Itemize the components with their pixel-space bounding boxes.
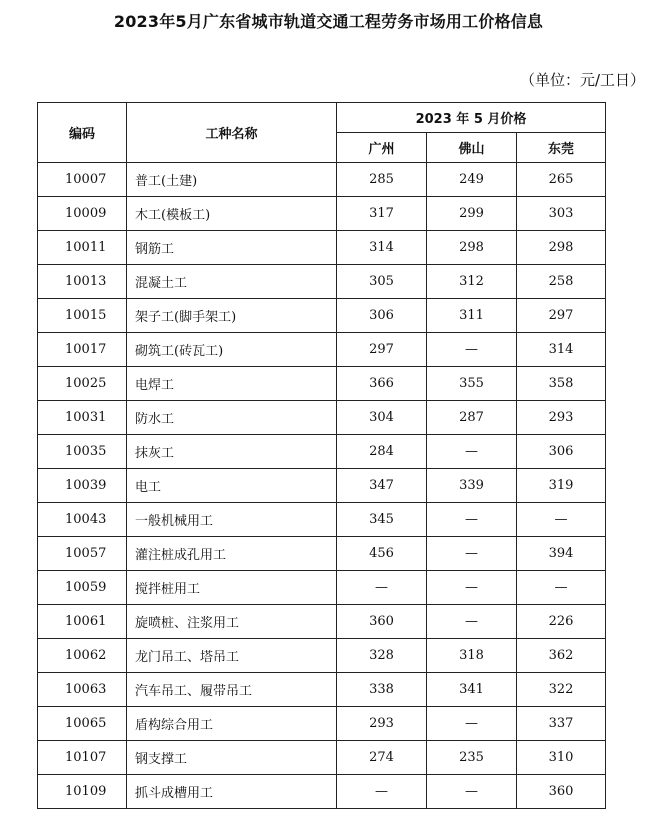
price-guangzhou-cell: 317 [337, 197, 427, 231]
code-cell: 10043 [38, 503, 127, 537]
trade-name-cell: 搅拌桩用工 [127, 571, 337, 605]
table-row [38, 571, 606, 605]
price-guangzhou-cell: 285 [337, 163, 427, 197]
price-foshan-cell: 318 [427, 639, 517, 673]
trade-name-cell: 普工(土建) [127, 163, 337, 197]
price-dongguan-cell: 297 [517, 299, 606, 333]
trade-name-cell: 木工(模板工) [127, 197, 337, 231]
price-guangzhou-cell: 314 [337, 231, 427, 265]
code-cell: 10007 [38, 163, 127, 197]
price-foshan-cell: 299 [427, 197, 517, 231]
page-title: 2023年5月广东省城市轨道交通工程劳务市场用工价格信息 [113, 12, 544, 31]
price-dongguan-cell: 306 [517, 435, 606, 469]
trade-name-cell: 防水工 [127, 401, 337, 435]
price-guangzhou-cell: 347 [337, 469, 427, 503]
table-row [38, 605, 606, 639]
price-guangzhou-cell: 297 [337, 333, 427, 367]
trade-name-cell: 盾构综合用工 [127, 707, 337, 741]
table-row [38, 469, 606, 503]
trade-name-cell: 钢筋工 [127, 231, 337, 265]
price-dongguan-cell: 362 [517, 639, 606, 673]
trade-name-cell: 电焊工 [127, 367, 337, 401]
header-price-group: 2023 年 5 月价格 [337, 103, 606, 133]
price-guangzhou-cell: 366 [337, 367, 427, 401]
price-foshan-cell: — [427, 435, 517, 469]
code-cell: 10062 [38, 639, 127, 673]
price-guangzhou-cell: 345 [337, 503, 427, 537]
price-foshan-cell: — [427, 775, 517, 809]
code-cell: 10057 [38, 537, 127, 571]
table-row [38, 503, 606, 537]
price-foshan-cell: 235 [427, 741, 517, 775]
trade-name-cell: 混凝土工 [127, 265, 337, 299]
price-foshan-cell: 249 [427, 163, 517, 197]
code-cell: 10035 [38, 435, 127, 469]
table-row [38, 367, 606, 401]
price-table [37, 102, 606, 809]
price-guangzhou-cell: 304 [337, 401, 427, 435]
price-foshan-cell: 312 [427, 265, 517, 299]
price-foshan-cell: 311 [427, 299, 517, 333]
code-cell: 10039 [38, 469, 127, 503]
price-guangzhou-cell: 338 [337, 673, 427, 707]
unit-note: （单位：元/工日） [519, 71, 645, 89]
header-name: 工种名称 [127, 103, 337, 163]
price-foshan-cell: — [427, 571, 517, 605]
trade-name-cell: 龙门吊工、塔吊工 [127, 639, 337, 673]
price-foshan-cell: — [427, 503, 517, 537]
code-cell: 10065 [38, 707, 127, 741]
table-row [38, 741, 606, 775]
table-row [38, 673, 606, 707]
price-dongguan-cell: 303 [517, 197, 606, 231]
table-row [38, 163, 606, 197]
price-dongguan-cell: 314 [517, 333, 606, 367]
table-row [38, 231, 606, 265]
price-foshan-cell: 355 [427, 367, 517, 401]
price-guangzhou-cell: 305 [337, 265, 427, 299]
trade-name-cell: 抹灰工 [127, 435, 337, 469]
price-dongguan-cell: 394 [517, 537, 606, 571]
code-cell: 10031 [38, 401, 127, 435]
code-cell: 10017 [38, 333, 127, 367]
table-row [38, 775, 606, 809]
price-foshan-cell: — [427, 537, 517, 571]
code-cell: 10061 [38, 605, 127, 639]
price-dongguan-cell: 337 [517, 707, 606, 741]
trade-name-cell: 钢支撑工 [127, 741, 337, 775]
price-dongguan-cell: — [517, 503, 606, 537]
trade-name-cell: 汽车吊工、履带吊工 [127, 673, 337, 707]
table-row [38, 707, 606, 741]
trade-name-cell: 架子工(脚手架工) [127, 299, 337, 333]
header-city-dongguan: 东莞 [517, 133, 606, 163]
table-row [38, 435, 606, 469]
price-dongguan-cell: 298 [517, 231, 606, 265]
price-foshan-cell: 339 [427, 469, 517, 503]
price-guangzhou-cell: — [337, 775, 427, 809]
price-dongguan-cell: 226 [517, 605, 606, 639]
price-dongguan-cell: 293 [517, 401, 606, 435]
code-cell: 10059 [38, 571, 127, 605]
price-guangzhou-cell: 293 [337, 707, 427, 741]
code-cell: 10025 [38, 367, 127, 401]
table-row [38, 639, 606, 673]
price-foshan-cell: — [427, 707, 517, 741]
price-guangzhou-cell: 360 [337, 605, 427, 639]
price-dongguan-cell: 322 [517, 673, 606, 707]
code-cell: 10009 [38, 197, 127, 231]
price-guangzhou-cell: 456 [337, 537, 427, 571]
code-cell: 10107 [38, 741, 127, 775]
table-row [38, 537, 606, 571]
price-dongguan-cell: 265 [517, 163, 606, 197]
code-cell: 10013 [38, 265, 127, 299]
trade-name-cell: 一般机械用工 [127, 503, 337, 537]
price-dongguan-cell: 360 [517, 775, 606, 809]
code-cell: 10011 [38, 231, 127, 265]
code-cell: 10063 [38, 673, 127, 707]
header-code: 编码 [38, 103, 127, 163]
header-city-guangzhou: 广州 [337, 133, 427, 163]
price-dongguan-cell: 310 [517, 741, 606, 775]
price-foshan-cell: — [427, 333, 517, 367]
price-foshan-cell: 287 [427, 401, 517, 435]
trade-name-cell: 旋喷桩、注浆用工 [127, 605, 337, 639]
code-cell: 10109 [38, 775, 127, 809]
price-foshan-cell: 298 [427, 231, 517, 265]
price-guangzhou-cell: 328 [337, 639, 427, 673]
price-foshan-cell: — [427, 605, 517, 639]
price-guangzhou-cell: — [337, 571, 427, 605]
table-row [38, 401, 606, 435]
price-guangzhou-cell: 306 [337, 299, 427, 333]
price-guangzhou-cell: 284 [337, 435, 427, 469]
header-city-foshan: 佛山 [427, 133, 517, 163]
price-dongguan-cell: 319 [517, 469, 606, 503]
code-cell: 10015 [38, 299, 127, 333]
price-dongguan-cell: 358 [517, 367, 606, 401]
price-dongguan-cell: 258 [517, 265, 606, 299]
table-row [38, 333, 606, 367]
trade-name-cell: 抓斗成槽用工 [127, 775, 337, 809]
table-row [38, 299, 606, 333]
trade-name-cell: 电工 [127, 469, 337, 503]
price-dongguan-cell: — [517, 571, 606, 605]
price-guangzhou-cell: 274 [337, 741, 427, 775]
table-row [38, 265, 606, 299]
trade-name-cell: 灌注桩成孔用工 [127, 537, 337, 571]
price-foshan-cell: 341 [427, 673, 517, 707]
trade-name-cell: 砌筑工(砖瓦工) [127, 333, 337, 367]
table-row [38, 197, 606, 231]
